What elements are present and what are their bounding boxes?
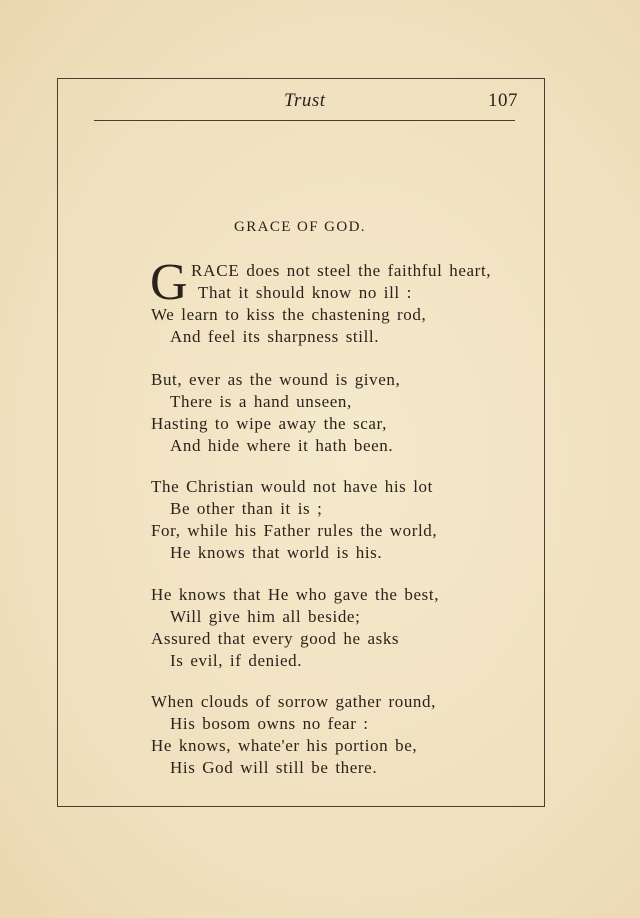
poem-line: The Christian would not have his lot bbox=[151, 477, 433, 496]
poem-line: Be other than it is ; bbox=[170, 499, 323, 518]
poem-line: But, ever as the wound is given, bbox=[151, 370, 401, 389]
poem-line: He knows that He who gave the best, bbox=[151, 585, 440, 604]
header-rule bbox=[94, 120, 515, 121]
running-title: Trust bbox=[284, 90, 326, 111]
poem-line: Hasting to wipe away the scar, bbox=[151, 414, 387, 433]
poem-line: Assured that every good he asks bbox=[151, 629, 400, 648]
first-line-rest: does not steel the faithful heart, bbox=[239, 261, 492, 280]
poem-line-1 bbox=[191, 261, 491, 281]
poem-line: Is evil, if denied. bbox=[170, 651, 303, 670]
first-word-caps: RACE bbox=[191, 261, 240, 280]
poem-title: GRACE OF GOD. bbox=[234, 219, 366, 235]
poem-line: And hide where it hath been. bbox=[170, 436, 394, 455]
page-number: 107 bbox=[488, 90, 518, 111]
poem-line: And feel its sharpness still. bbox=[170, 327, 380, 346]
poem-line: For, while his Father rules the world, bbox=[151, 521, 438, 540]
drop-cap-letter: G bbox=[150, 254, 188, 311]
poem-line: When clouds of sorrow gather round, bbox=[151, 692, 436, 711]
poem-line: His bosom owns no fear : bbox=[170, 714, 369, 733]
poem-line: That it should know no ill : bbox=[198, 283, 412, 302]
poem-line: We learn to kiss the chastening rod, bbox=[151, 305, 427, 324]
poem-line: He knows, whate'er his portion be, bbox=[151, 736, 418, 755]
poem-line: His God will still be there. bbox=[170, 758, 378, 777]
poem-line: He knows that world is his. bbox=[170, 543, 383, 562]
poem-line: There is a hand unseen, bbox=[170, 392, 352, 411]
poem-line: Will give him all beside; bbox=[170, 607, 361, 626]
